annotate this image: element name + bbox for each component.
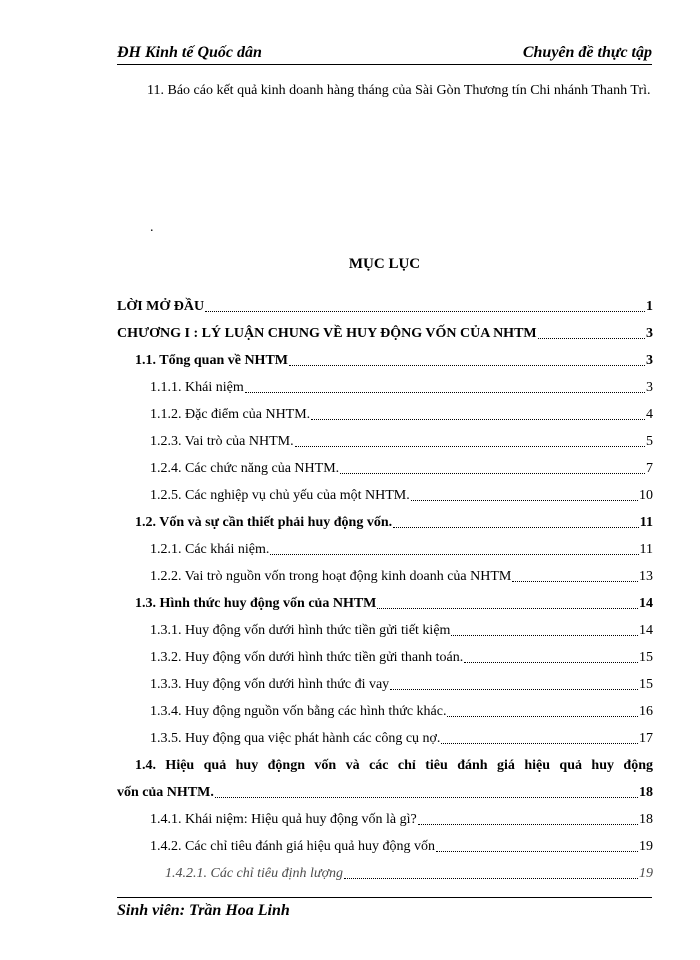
toc-leader	[245, 392, 645, 393]
toc-entry-title-line2: vốn của NHTM.	[117, 785, 214, 800]
toc-entry-title: 1.2. Vốn và sự cần thiết phải huy động vốn.	[135, 515, 393, 530]
toc-entry-page: 3	[646, 326, 653, 341]
toc-leader	[441, 743, 638, 744]
header-rule	[117, 64, 652, 65]
toc-leader	[436, 851, 638, 852]
toc-leader	[289, 365, 645, 366]
toc-entry-title: LỜI MỞ ĐẦU	[117, 299, 205, 314]
toc-entry[interactable]	[117, 347, 653, 374]
footer-student: Sinh viên: Trần Hoa Linh	[117, 902, 290, 919]
toc-entry[interactable]	[117, 698, 653, 725]
toc-leader	[311, 419, 645, 420]
toc-entry-page: 14	[639, 596, 653, 611]
toc-entry-page: 14	[639, 623, 653, 638]
toc-entry-title: 1.4.2.1. Các chỉ tiêu định lượng	[165, 866, 344, 881]
toc-leader	[205, 311, 645, 312]
toc-entry-page: 13	[639, 569, 653, 584]
toc-entry-title: 1.4.2. Các chỉ tiêu đánh giá hiệu quả huy động vốn	[150, 839, 435, 854]
toc-leader	[344, 878, 638, 879]
stray-mark: .	[150, 220, 154, 235]
toc-entry[interactable]	[117, 860, 653, 887]
toc-entry-page: 3	[646, 380, 653, 395]
toc-leader	[411, 500, 638, 501]
toc-entry-title: 1.1.2. Đặc điểm của NHTM.	[150, 407, 311, 422]
toc-leader	[215, 797, 638, 798]
toc-leader	[512, 581, 638, 582]
toc-entry-title: 1.2.2. Vai trò nguồn vốn trong hoạt động kinh doanh của NHTM	[150, 569, 512, 584]
toc-entry-title: 1.1. Tổng quan về NHTM	[135, 353, 288, 368]
toc-entry[interactable]	[117, 455, 653, 482]
toc-entry[interactable]	[117, 428, 653, 455]
toc-entry-page: 15	[639, 677, 653, 692]
toc-leader	[418, 824, 638, 825]
toc-entry-title-line1: 1.4. Hiệu quả huy độngn vốn và các chỉ tiêu đánh giá hiệu quả huy động	[135, 758, 653, 773]
toc-entry-title: 1.4.1. Khái niệm: Hiệu quả huy động vốn là gì?	[150, 812, 417, 827]
toc-entry-title: 1.1.1. Khái niệm	[150, 380, 244, 395]
toc-entry-title-line2-row	[117, 779, 653, 806]
toc-entry-page: 18	[639, 785, 653, 800]
toc-entry-title: CHƯƠNG I : LÝ LUẬN CHUNG VỀ HUY ĐỘNG VỐN CỦA NHTM	[117, 326, 537, 341]
toc-entry[interactable]	[117, 320, 653, 347]
toc-entry-page: 19	[639, 839, 653, 854]
toc-entry-page: 19	[639, 866, 653, 881]
toc-entry[interactable]	[117, 374, 653, 401]
header-university: ĐH Kinh tế Quốc dân	[117, 44, 262, 61]
toc-entry[interactable]	[117, 401, 653, 428]
toc-entry[interactable]	[117, 293, 653, 320]
toc-entry[interactable]	[117, 563, 653, 590]
toc-entry-page: 3	[646, 353, 653, 368]
toc-entry-page: 18	[639, 812, 653, 827]
toc-entry-title: 1.3.4. Huy động nguồn vốn bằng các hình thức khác.	[150, 704, 447, 719]
toc-entry-page: 5	[646, 434, 653, 449]
toc-entry-page: 10	[639, 488, 653, 503]
table-of-contents	[117, 293, 653, 887]
toc-entry[interactable]	[117, 590, 653, 617]
toc-entry-title: 1.2.4. Các chức năng của NHTM.	[150, 461, 340, 476]
toc-leader	[447, 716, 638, 717]
toc-entry-page: 15	[639, 650, 653, 665]
toc-leader	[295, 446, 645, 447]
toc-leader	[538, 338, 645, 339]
toc-entry[interactable]	[117, 482, 653, 509]
toc-entry[interactable]	[117, 644, 653, 671]
toc-entry[interactable]	[117, 806, 653, 833]
toc-entry[interactable]	[117, 509, 653, 536]
reference-text: 11. Báo cáo kết quả kinh doanh hàng tháng của Sài Gòn Thương tín Chi nhánh Thanh Trì.	[147, 83, 651, 98]
reference-item	[117, 78, 652, 103]
toc-entry-title: 1.2.5. Các nghiệp vụ chủ yếu của một NHTM.	[150, 488, 410, 503]
header-report-type: Chuyên đề thực tập	[522, 44, 652, 61]
toc-leader	[451, 635, 638, 636]
toc-entry-page: 11	[639, 542, 653, 557]
toc-entry-title: 1.3. Hình thức huy động vốn của NHTM	[135, 596, 377, 611]
toc-entry[interactable]	[117, 752, 653, 806]
toc-entry-title: 1.3.1. Huy động vốn dưới hình thức tiền gửi tiết kiệm	[150, 623, 451, 638]
toc-leader	[464, 662, 638, 663]
toc-entry[interactable]	[117, 671, 653, 698]
toc-entry-page: 16	[639, 704, 653, 719]
toc-title: MỤC LỤC	[348, 256, 421, 272]
toc-entry-title: 1.3.5. Huy động qua việc phát hành các công cụ nợ.	[150, 731, 441, 746]
toc-entry-page: 1	[646, 299, 653, 314]
toc-leader	[270, 554, 638, 555]
page-header	[117, 38, 652, 62]
toc-entry-title: 1.3.3. Huy động vốn dưới hình thức đi vay	[150, 677, 390, 692]
toc-entry-title: 1.2.3. Vai trò của NHTM.	[150, 434, 294, 449]
toc-entry[interactable]	[117, 536, 653, 563]
toc-entry-title: 1.2.1. Các khái niệm.	[150, 542, 270, 557]
toc-leader	[393, 527, 639, 528]
toc-entry[interactable]	[117, 833, 653, 860]
footer-rule	[117, 897, 652, 898]
toc-entry-title: 1.3.2. Huy động vốn dưới hình thức tiền gửi thanh toán.	[150, 650, 464, 665]
toc-entry-page: 17	[639, 731, 653, 746]
toc-leader	[390, 689, 638, 690]
toc-entry-page: 7	[646, 461, 653, 476]
toc-entry[interactable]	[117, 725, 653, 752]
toc-leader	[340, 473, 645, 474]
toc-entry-page: 11	[639, 515, 653, 530]
toc-entry[interactable]	[117, 617, 653, 644]
toc-entry-page: 4	[646, 407, 653, 422]
toc-leader	[377, 608, 638, 609]
